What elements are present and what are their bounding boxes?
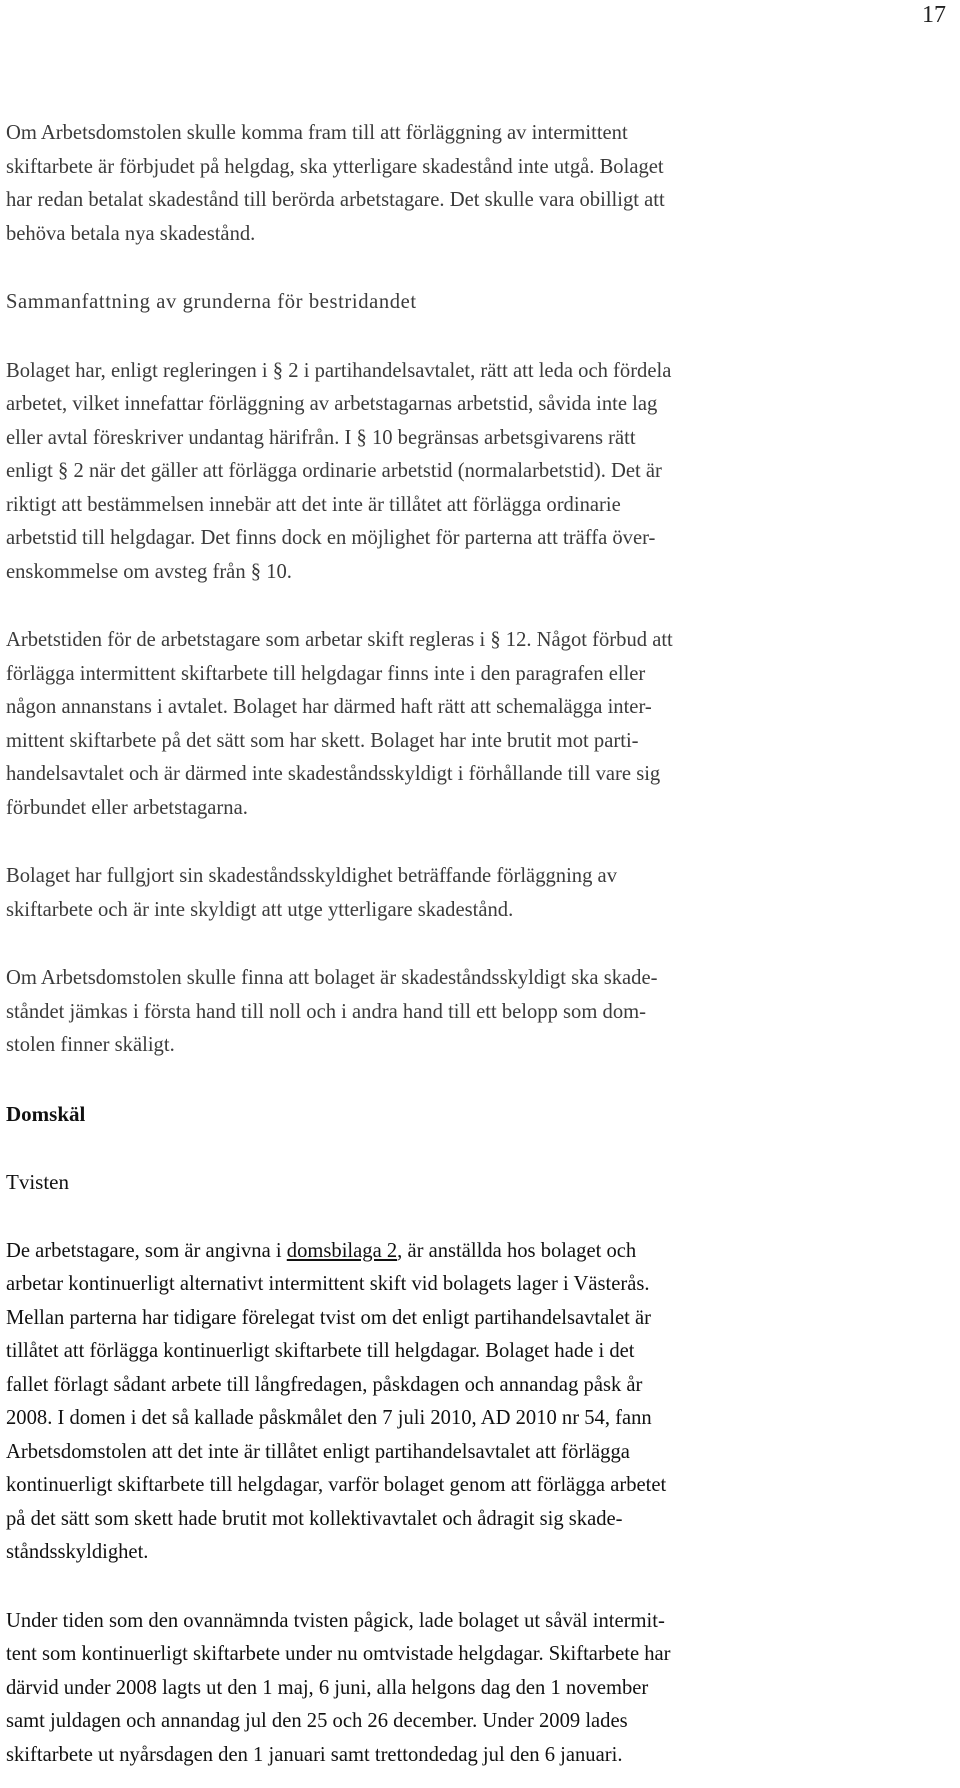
text-line: behöva betala nya skadestånd.	[6, 222, 256, 245]
text-line: eller avtal föreskriver undantag härifrån. I § 10 begränsas arbetsgivarens rätt	[6, 426, 636, 449]
page-number: 17	[922, 2, 946, 28]
text-line: skiftarbete är förbjudet på helgdag, ska ytterligare skadestånd inte utgå. Bolaget	[6, 155, 664, 178]
text-line: mittent skiftarbete på det sätt som har skett. Bolaget har inte brutit mot parti-	[6, 729, 639, 752]
text-span: , är anställda hos bolaget och	[397, 1239, 637, 1262]
paragraph-7	[6, 1605, 950, 1773]
text-line: Bolaget har fullgjort sin skadeståndsskyldighet beträffande förläggning av	[6, 865, 617, 887]
text-line: förbundet eller arbetstagarna.	[6, 796, 248, 819]
section-subheading: Sammanfattning av grunderna för bestridandet	[6, 291, 417, 313]
section-heading-tvisten: Tvisten	[6, 1170, 69, 1194]
text-line: har redan betalat skadestånd till berörda arbetstagare. Det skulle vara obilligt att	[6, 189, 665, 211]
text-line: någon annanstans i avtalet. Bolaget har därmed haft rätt att schemalägga inter-	[6, 696, 652, 718]
paragraph-2	[6, 355, 950, 590]
text-line: därvid under 2008 lagts ut den 1 maj, 6 juni, alla helgons dag den 1 november	[6, 1676, 649, 1699]
paragraph-6	[6, 1235, 950, 1570]
paragraph-4	[6, 860, 950, 927]
text-line: 2008. I domen i det så kallade påskmålet den 7 juli 2010, AD 2010 nr 54, fann	[6, 1407, 652, 1429]
text-line: tent som kontinuerligt skiftarbete under nu omtvistade helgdagar. Skiftarbete har	[6, 1643, 671, 1665]
paragraph-5	[6, 962, 950, 1063]
text-line: arbetstid till helgdagar. Det finns dock en möjlighet för parterna att träffa över-	[6, 527, 656, 549]
text-line: Om Arbetsdomstolen skulle finna att bolaget är skadeståndsskyldigt ska skade-	[6, 967, 658, 989]
paragraph-1	[6, 117, 950, 251]
text-line: arbetar kontinuerligt alternativt intermittent skift vid bolagets lager i Västerås.	[6, 1273, 650, 1295]
text-line: stolen finner skäligt.	[6, 1034, 175, 1056]
text-line: Arbetstiden för de arbetstagare som arbetar skift regleras i § 12. Något förbud att	[6, 629, 673, 651]
document-body	[6, 117, 950, 1772]
text-line	[6, 1235, 950, 1269]
text-line: Under tiden som den ovannämnda tvisten pågick, lade bolaget ut såväl intermit-	[6, 1609, 665, 1632]
text-span: De arbetstagare, som är angivna i	[6, 1239, 287, 1262]
domsbilaga-link[interactable]: domsbilaga 2	[286, 1239, 398, 1262]
text-line: riktigt att bestämmelsen innebär att det inte är tillåtet att förlägga ordinarie	[6, 493, 621, 516]
text-line: förlägga intermittent skiftarbete till helgdagar finns inte i den paragrafen eller	[6, 662, 646, 685]
text-line: arbetet, vilket innefattar förläggning av arbetstagarnas arbetstid, såvida inte lag	[6, 393, 658, 415]
text-line: enligt § 2 när det gäller att förlägga ordinarie arbetstid (normalarbetstid). Det är	[6, 460, 662, 482]
text-line: ståndsskyldighet.	[6, 1541, 149, 1563]
text-line: på det sätt som skett hade brutit mot kollektivavtalet och ådragit sig skade-	[6, 1507, 623, 1530]
text-line: ståndet jämkas i första hand till noll och i andra hand till ett belopp som dom-	[6, 1000, 646, 1023]
text-line: tillåtet att förlägga kontinuerligt skiftarbete till helgdagar. Bolaget hade i det	[6, 1340, 635, 1362]
text-line: fallet förlagt sådant arbete till långfredagen, påskdagen och annandag påsk år	[6, 1373, 643, 1396]
text-line: Arbetsdomstolen att det inte är tillåtet enligt partihandelsavtalet att förlägga	[6, 1440, 630, 1463]
text-line: skiftarbete ut nyårsdagen den 1 januari samt trettondedag jul den 6 januari.	[6, 1743, 623, 1766]
text-line: Bolaget har, enligt regleringen i § 2 i partihandelsavtalet, rätt att leda och fördela	[6, 359, 672, 382]
text-line: handelsavtalet och är därmed inte skadeståndsskyldigt i förhållande till vare sig	[6, 763, 661, 785]
text-line: Om Arbetsdomstolen skulle komma fram till att förläggning av intermittent	[6, 122, 628, 144]
text-line: kontinuerligt skiftarbete till helgdagar, varför bolaget genom att förlägga arbetet	[6, 1474, 667, 1496]
section-heading-domskal: Domskäl	[6, 1101, 86, 1126]
text-line: samt juldagen och annandag jul den 25 och 26 december. Under 2009 lades	[6, 1710, 628, 1732]
text-line: Mellan parterna har tidigare förelegat tvist om det enligt partihandelsavtalet är	[6, 1306, 652, 1329]
paragraph-3	[6, 624, 950, 825]
text-line: enskommelse om avsteg från § 10.	[6, 560, 292, 583]
text-line: skiftarbete och är inte skyldigt att utge ytterligare skadestånd.	[6, 898, 514, 921]
